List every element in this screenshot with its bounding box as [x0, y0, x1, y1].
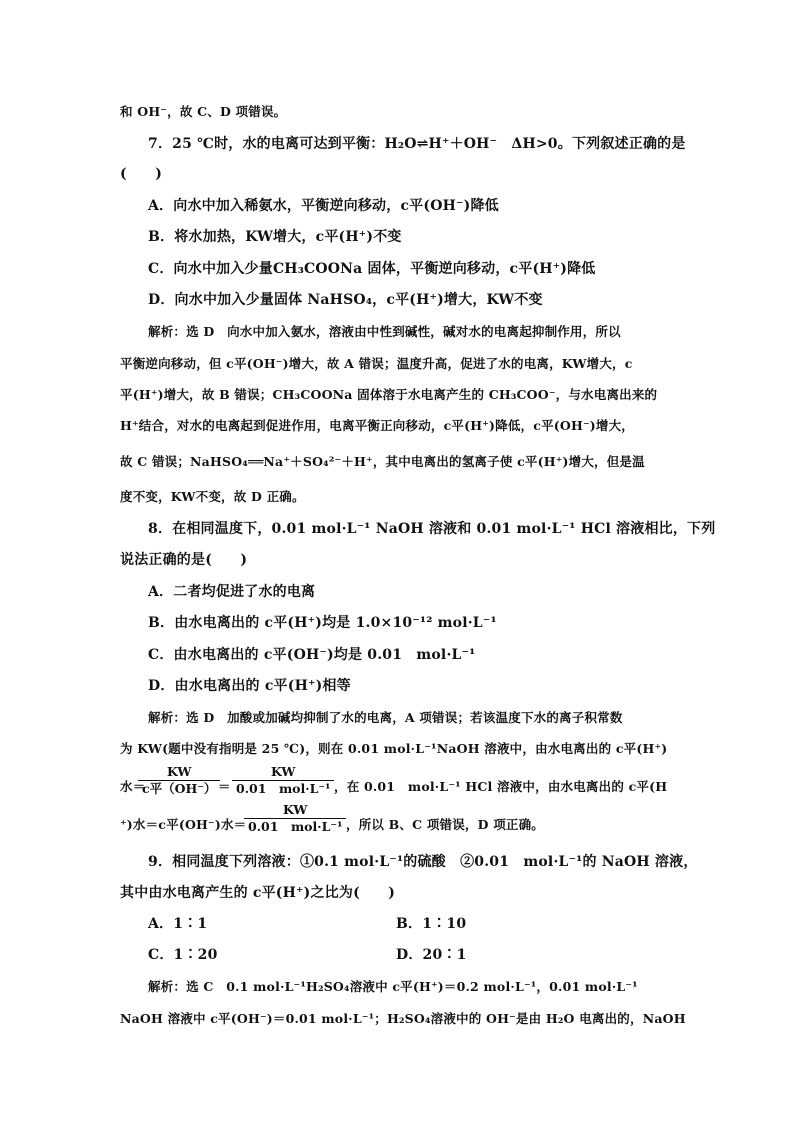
question-7-stem: 7．25 ℃时，水的电离可达到平衡：H₂O⇌H⁺＋OH⁻ ΔH>0。下列叙述正确的是 [148, 136, 686, 152]
question-8-option-a: A．二者均促进了水的电离 [148, 584, 316, 600]
question-7-analysis-line: 解析：选 D 向水中加入氨水，溶液由中性到碱性，碱对水的电离起抑制作用，所以 [148, 324, 621, 339]
question-7-analysis-line: 平(H⁺)增大，故 B 错误；CH₃COONa 固体溶于水电离产生的 CH₃COO⁻，与水电离出来的 [120, 387, 658, 402]
fraction-numerator: KW [271, 764, 296, 779]
question-7-analysis-line: 故 C 错误；NaHSO₄══Na⁺＋SO₄²⁻＋H⁺，其中电离出的氢离子使 c平(H⁺)增大，但是温 [120, 454, 645, 469]
equals-sign: ＝ [218, 779, 231, 794]
question-8-analysis-eq-start: 水＝ [120, 779, 146, 794]
question-7-option-b: B．将水加热，KW增大，c平(H⁺)不变 [148, 229, 402, 245]
question-8-option-b: B．由水电离出的 c平(H⁺)均是 1.0×10⁻¹² mol·L⁻¹ [148, 615, 497, 631]
question-9-analysis-line: NaOH 溶液中 c平(OH⁻)＝0.01 mol·L⁻¹；H₂SO₄溶液中的 OH⁻是由 H₂O 电离出的，NaOH [120, 1011, 686, 1026]
question-8-option-c: C．由水电离出的 c平(OH⁻)均是 0.01 mol·L⁻¹ [148, 647, 476, 663]
question-8-analysis-line: 为 KW(题中没有指明是 25 ℃)，则在 0.01 mol·L⁻¹NaOH 溶液中，由水电离出的 c平(H⁺) [120, 741, 668, 756]
fraction-denominator: c平（OH⁻） [142, 781, 217, 796]
question-9-option-d: D．20∶1 [396, 947, 467, 963]
question-9-stem: 9．相同温度下列溶液：①0.1 mol·L⁻¹的硫酸 ②0.01 mol·L⁻¹的 NaOH 溶液， [148, 854, 698, 870]
question-7-analysis-line: 平衡逆向移动，但 c平(OH⁻)增大，故 A 错误；温度升高，促进了水的电离，KW增大，c [120, 356, 633, 371]
question-8-stem-cont: 说法正确的是( ) [120, 552, 248, 568]
question-8-stem: 8．在相同温度下，0.01 mol·L⁻¹ NaOH 溶液和 0.01 mol·L⁻¹ HCl 溶液相比，下列 [148, 521, 716, 537]
fraction-kw-over-c-oh [138, 764, 220, 797]
fraction-kw-over-concentration [232, 764, 334, 797]
question-8-option-d: D．由水电离出的 c平(H⁺)相等 [148, 678, 351, 694]
question-8-analysis-line: ⁺)水＝c平(OH⁻)水＝ [120, 817, 247, 832]
analysis-continuation: 和 OH⁻，故 C、D 项错误。 [120, 104, 287, 119]
question-7-option-d: D．向水中加入少量固体 NaHSO₄，c平(H⁺)增大，KW不变 [148, 292, 543, 308]
question-9-option-b: B．1∶10 [396, 916, 467, 932]
fraction-numerator: KW [283, 802, 308, 817]
question-7-analysis-line: H⁺结合，对水的电离起到促进作用，电离平衡正向移动，c平(H⁺)降低，c平(OH⁻)增大， [120, 418, 634, 433]
fraction-kw-over-concentration [244, 802, 346, 835]
question-9-stem-cont: 其中由水电离产生的 c平(H⁺)之比为( ) [120, 885, 396, 901]
question-8-analysis-line: ，在 0.01 mol·L⁻¹ HCl 溶液中，由水电离出的 c平(H [334, 779, 668, 794]
fraction-numerator: KW [166, 764, 192, 779]
question-7-option-c: C．向水中加入少量CH₃COONa 固体，平衡逆向移动，c平(H⁺)降低 [148, 261, 596, 277]
question-8-analysis-line: 解析：选 D 加酸或加碱均抑制了水的电离，A 项错误；若该温度下水的离子积常数 [148, 710, 623, 725]
question-9-option-a: A．1∶1 [148, 916, 208, 932]
question-7-option-a: A．向水中加入稀氨水，平衡逆向移动，c平(OH⁻)降低 [148, 198, 499, 214]
fraction-denominator: 0.01 mol·L⁻¹ [248, 819, 343, 834]
question-8-analysis-line: ，所以 B、C 项错误，D 项正确。 [346, 817, 545, 832]
question-7-analysis-line: 度不变，KW不变，故 D 正确。 [120, 489, 305, 504]
question-9-analysis-line: 解析：选 C 0.1 mol·L⁻¹H₂SO₄溶液中 c平(H⁺)＝0.2 mol·L⁻¹，0.01 mol·L⁻¹ [148, 979, 638, 994]
question-7-stem-blank: ( ) [120, 166, 163, 182]
fraction-denominator: 0.01 mol·L⁻¹ [236, 781, 331, 796]
question-9-option-c: C．1∶20 [148, 947, 218, 963]
